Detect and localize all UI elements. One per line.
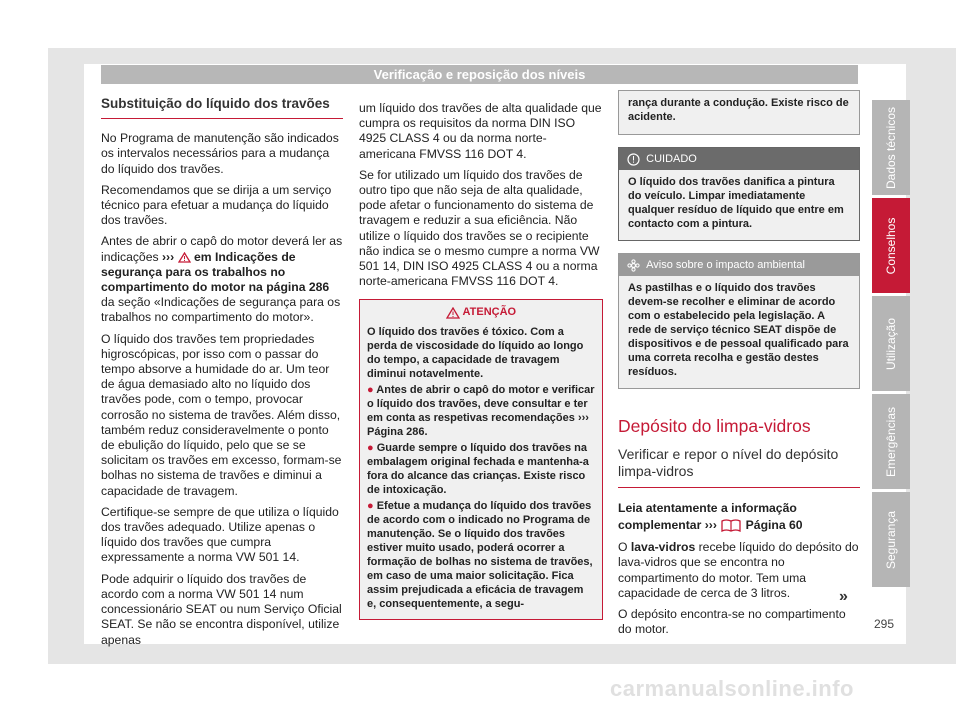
environment-header [619,254,859,276]
tab-utilizacao[interactable] [872,296,910,391]
environment-box [618,253,860,389]
text: Antes de abrir o capô do motor e verificar o líquido dos travões, deve consultar e ter em conta as respetivas recomendações [367,384,595,425]
reference-arrows: ››› [161,249,175,264]
paragraph [101,234,343,325]
text: recebe líquido do depósito do lava-vidros que se encontra no compartimento do motor. Tem uma capacidade de cerca de 3 litros. [618,540,859,600]
text: da seção «Indicações de segurança para os trabalhos no compartimento do motor». [101,295,341,325]
caution-body: O líquido dos travões danifica a pintura do veículo. Limpar imediatamente qualquer resíduo de líquido que entre em contacto com a pintura. [628,176,844,230]
reference-arrows: ››› [704,518,717,533]
warning-body [360,323,602,619]
page-link[interactable]: Página 60 [745,518,803,533]
warning-label: ATENÇÃO [462,306,517,319]
text: Guarde sempre o líquido dos travões na embalagem original fechada e mantenha-a fora do alcance das crianças. Existe risco de intoxicação. [367,442,589,497]
paragraph: um líquido dos travões de alta qualidade que cumpra os requisitos da norma DIN ISO 4925 CLASS 4 ou da norma norte-americana FMVSS 116 DOT 4. [359,101,602,161]
text: Efetue a mudança do líquido dos travões de acordo com o indicado no Programa de manutenção. Se o líquido dos travões estiver muito usado, poderá ocorrer a formação de bolhas no sistema de travões, em caso de uma maior solicitação. Fica assim prejudicada a eficácia de travagem e, consequentemente, a segu- [367,500,593,611]
column-2 [359,101,603,620]
tab-label: Conselhos [884,217,898,274]
tab-label: Segurança [884,510,898,569]
paragraph: Pode adquirir o líquido dos travões de acordo com a norma VW 501 14 num concessionário SEAT ou num Serviço Oficial SEAT. Se não se encontra disponível, utilize apenas [101,571,342,647]
paragraph [618,540,860,601]
paragraph [618,500,860,534]
caution-label: CUIDADO [646,153,697,165]
bullet-icon: ● [367,384,377,397]
warning-header [360,300,602,323]
paragraph: Se for utilizado um líquido dos travões de outro tipo que não seja de alta qualidade, pode afetar o funcionamento do sistema de travagem e reduzir a sua eficiência. Não utilize o líquido dos travões se o recipiente não indica se o mesmo cumpre a norma VW 501 14, DIN ISO 4925 CLASS 4 ou a norma norte-americana FMVSS 116 DOT 4. [359,167,600,289]
environment-body: As pastilhas e o líquido dos travões devem-se recolher e eliminar de acordo com o estabelecido pela legislação. A rede de serviço técnico SEAT dispõe de dispositivos e de pessoal qualificado para uma correta recolha e gestão destes resíduos. [628,282,849,378]
tab-label: Dados técnicos [884,106,898,189]
paragraph: No Programa de manutenção são indicados os intervalos necessários para a mudança do líquido dos travões. [101,131,339,176]
book-icon [720,518,742,533]
watermark: carmanualsonline.info [610,676,854,701]
warning-bullet [367,441,595,497]
page-link[interactable]: Página 286. [367,426,428,439]
caution-header [619,148,859,170]
term: lava-vidros [630,540,696,555]
column-3 [618,90,860,643]
environment-label: Aviso sobre o impacto ambiental [646,259,805,271]
paragraph: O líquido dos travões tem propriedades higroscópicas, por isso com o passar do tempo absorve a humidade do ar. Um teor de água demasiado alto no líquido dos travões pode, com o tempo, provocar corrosão no sistema de travões. Além disso, também reduz consideravelmente o ponto de ebulição do líquido, pelo que se se solicitam os travões em excesso, formam-se bolhas no sistema de travões e diminui a capacidade de travagem. [101,331,342,498]
bullet-icon: ● [367,442,377,455]
reference-arrows: ››› [577,412,589,425]
bullet-icon: ● [367,500,377,513]
warning-bullet [367,383,595,439]
paragraph: Recomendamos que se dirija a um serviço técnico para efetuar a mudança do líquido dos travões. [101,182,332,228]
tab-conselhos[interactable] [872,198,910,293]
paragraph: Certifique-se sempre de que utiliza o líquido dos travões adequado. Utilize apenas o líquido dos travões que cumpra expressamente a norma VW 501 14. [101,504,339,565]
paragraph: O depósito encontra-se no compartimento do motor. [618,607,846,637]
warning-bullet [367,499,595,611]
text: Antes de abrir o capô do motor deverá ler as indicações [101,234,343,264]
caution-box [618,147,860,241]
page-number: 295 [874,617,895,631]
continue-arrows: » [839,588,848,605]
warning-triangle-icon [446,307,460,319]
info-circle-icon [627,153,640,166]
warning-intro: O líquido dos travões é tóxico. Com a perda de viscosidade do líquido ao longo do tempo, a capacidade de travagem diminui notavelmente. [367,326,584,381]
safety-link[interactable]: em Indicações de segurança para os trabalhos no compartimento do motor na página 286 [101,249,330,295]
tab-dados-tecnicos[interactable] [872,100,910,195]
section-title: Substituição do líquido dos travões [101,96,343,119]
chapter-title: Depósito do limpa-vidros [618,416,811,436]
leaf-flower-icon [627,259,640,272]
section-header: Verificação e reposição dos níveis [101,65,858,84]
warning-triangle-icon [178,252,191,263]
warning-box [359,299,603,620]
tab-label: Emergências [884,406,898,477]
tab-seguranca[interactable] [872,492,910,587]
tab-label: Utilização [884,317,898,370]
warning-continuation: rança durante a condução. Existe risco de acidente. [618,90,860,135]
text: Leia atentamente a informação complementar [618,501,797,533]
column-1 [101,96,343,654]
subsection-title: Verificar e repor o nível do depósito limpa-vidros [618,446,860,488]
text: O [618,540,628,555]
tab-emergencias[interactable] [872,394,910,489]
